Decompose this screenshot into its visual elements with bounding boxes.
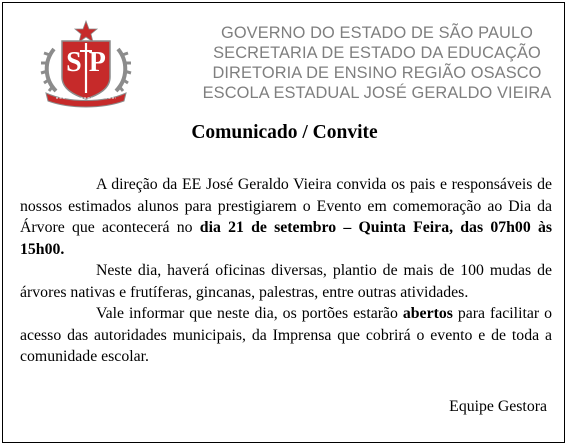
header-line-school: ESCOLA ESTADUAL JOSÉ GERALDO VIEIRA [202, 84, 552, 102]
sao-paulo-coat-of-arms-icon [38, 19, 134, 109]
paragraph-activities [20, 260, 552, 303]
paragraph-gates [20, 303, 552, 368]
gates-open-highlight: abertos [402, 305, 453, 322]
document-title: Comunicado / Convite [191, 122, 378, 143]
document-body [20, 174, 552, 368]
paragraph-activities-text: Neste dia, haverá oficinas diversas, plantio de mais de 100 mudas de árvores nativas e frutíferas, gincanas, palestras, entre outras atividades. [20, 262, 552, 301]
header-line-secretariat: SECRETARIA DE ESTADO DA EDUCAÇÃO [213, 44, 541, 62]
paragraph-gates-text: Vale informar que neste dia, os portões estarão [96, 305, 403, 322]
paragraph-invitation [20, 174, 552, 260]
document-frame [2, 2, 565, 443]
seal-letters: S P [66, 47, 106, 78]
institution-header [195, 23, 559, 103]
paragraph-invitation-text: A direção da EE José Geraldo Vieira convida os pais e responsáveis de nossos estimados alunos para prestigiarem o Evento em comemoração ao Dia da Árvore que acontecerá no [20, 176, 552, 236]
header-line-government: GOVERNO DO ESTADO DE SÃO PAULO [220, 24, 534, 42]
event-date-highlight: dia 21 de setembro – Quinta Feira, das 07h00 às 15h00. [20, 219, 552, 258]
paragraph-gates-continuation: para facilitar o acesso das autoridades municipais, da Imprensa que cobrirá o evento e de toda a comunidade escolar. [20, 305, 552, 365]
header-line-directorate: DIRETORIA DE ENSINO REGIÃO OSASCO [212, 64, 542, 82]
signature: Equipe Gestora [449, 398, 547, 415]
